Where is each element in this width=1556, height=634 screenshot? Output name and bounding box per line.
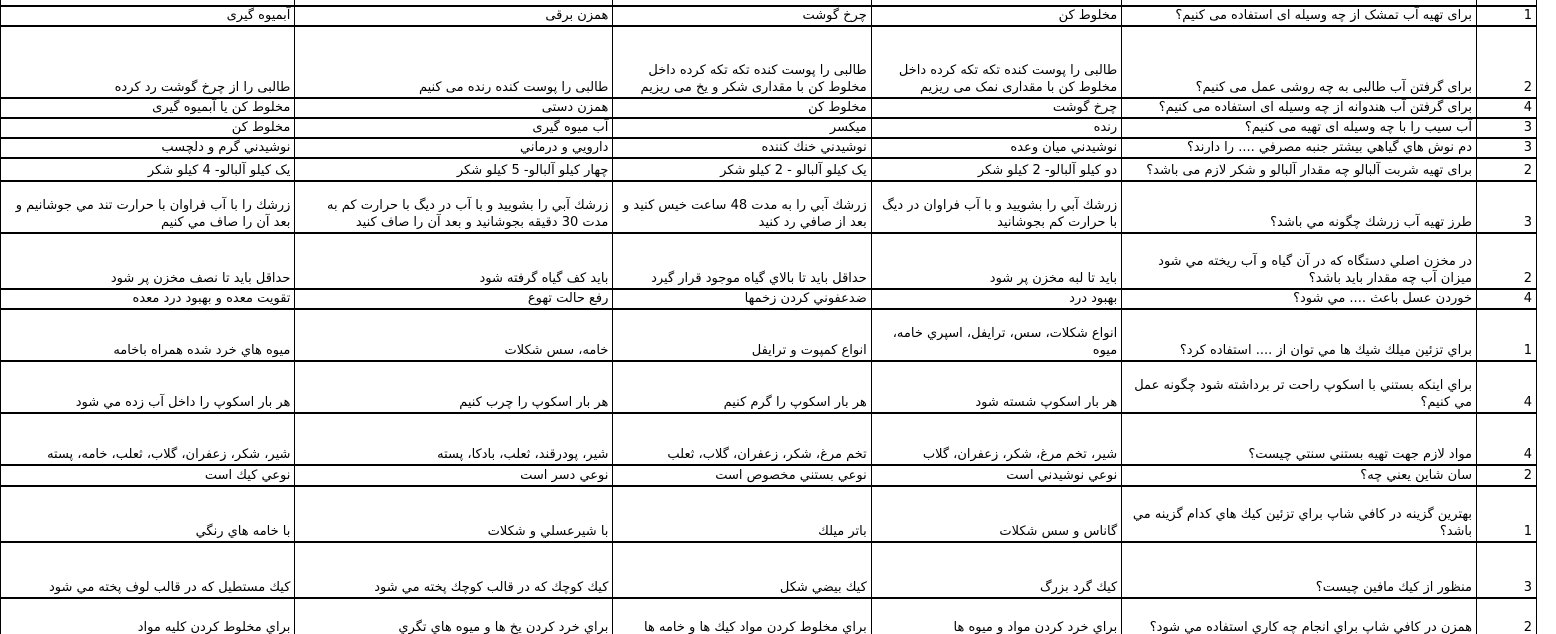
option-3-cell: زرشك آبي را بشویید و با آب در دیگ با حرارت کم به مدت 30 دقیقه بجوشانید و بعد آن را صاف کنید <box>295 181 613 233</box>
quiz-row <box>1 309 1537 361</box>
option-3-cell: نوعي دسر است <box>295 465 613 486</box>
quiz-row <box>1 158 1537 181</box>
question-cell: بهترین گزینه در کافي شاپ براي تزئین کیك هاي کدام گزینه مي باشد؟ <box>1122 486 1477 542</box>
answer-key-cell: 2 <box>1477 233 1537 289</box>
option-2-cell: هر بار اسکوپ را گرم کنیم <box>613 361 871 413</box>
option-3-cell: هر بار اسکوپ را چرب کنیم <box>295 361 613 413</box>
option-2-cell: نوعي بستني مخصوص است <box>613 465 871 486</box>
answer-key-cell: 1 <box>1477 6 1537 26</box>
option-1-cell: هر بار اسکوپ شسته شود <box>871 361 1121 413</box>
option-1-cell: چرخ گوشت <box>871 98 1121 118</box>
option-1-cell: زرشك آبي را بشویید و با آب فراوان در دیگ با حرارت کم بجوشانید <box>871 181 1121 233</box>
option-2-cell: نوشیدني خنك کننده <box>613 138 871 158</box>
answer-key-cell: 4 <box>1477 98 1537 118</box>
option-1-cell: مخلوط کن <box>871 6 1121 26</box>
quiz-row <box>1 233 1537 289</box>
option-4-cell: مخلوط کن <box>1 118 295 138</box>
question-cell: همزن در کافي شاپ براي انجام چه کاري استفاده مي شود؟ <box>1122 598 1477 634</box>
quiz-row <box>1 6 1537 26</box>
question-cell: طرز تهیه آب زرشك چگونه مي باشد؟ <box>1122 181 1477 233</box>
option-3-cell: با شیرعسلي و شکلات <box>295 486 613 542</box>
question-cell: سان شاین یعني چه؟ <box>1122 465 1477 486</box>
option-4-cell: هر بار اسکوپ را داخل آب زده مي شود <box>1 361 295 413</box>
option-1-cell: بهبود درد <box>871 289 1121 309</box>
option-1-cell: نوعي نوشیدني است <box>871 465 1121 486</box>
answer-key-cell: 4 <box>1477 413 1537 465</box>
option-2-cell: انواع کمپوت و ترایفل <box>613 309 871 361</box>
question-cell: برای تهیه شربت آلبالو چه مقدار آلبالو و شکر لازم می باشد؟ <box>1122 158 1477 181</box>
option-1-cell: رنده <box>871 118 1121 138</box>
option-2-cell: براي مخلوط کردن مواد کیك ها و خامه ها <box>613 598 871 634</box>
option-3-cell: طالبی را پوست کنده رنده می کنیم <box>295 26 613 98</box>
option-2-cell: کیك بیضي شکل <box>613 542 871 598</box>
option-2-cell: میکسر <box>613 118 871 138</box>
option-2-cell: یک کیلو آلبالو - 2 کیلو شکر <box>613 158 871 181</box>
option-2-cell: طالبی را پوست کنده تکه تکه کرده داخل مخلوط کن با مقداری شکر و یخ می ریزیم <box>613 26 871 98</box>
quiz-row <box>1 598 1537 634</box>
quiz-row <box>1 181 1537 233</box>
option-4-cell: مخلوط کن یا آبمیوه گیری <box>1 98 295 118</box>
option-4-cell: زرشك را با آب فراوان با حرارت تند مي جوشانیم و بعد آن را صاف مي کنیم <box>1 181 295 233</box>
option-4-cell: آبمیوه گیری <box>1 6 295 26</box>
question-cell: خوردن عسل باعث .... مي شود؟ <box>1122 289 1477 309</box>
option-3-cell: براي خرد کردن یخ ها و میوه هاي تگري <box>295 598 613 634</box>
question-cell: برای گرفتن آب طالبی به چه روشی عمل می کنیم؟ <box>1122 26 1477 98</box>
option-3-cell: همزن برقی <box>295 6 613 26</box>
quiz-row <box>1 118 1537 138</box>
quiz-row <box>1 98 1537 118</box>
quiz-row <box>1 289 1537 309</box>
option-2-cell: حداقل باید تا بالاي گیاه موجود قرار گیرد <box>613 233 871 289</box>
answer-key-cell: 4 <box>1477 361 1537 413</box>
option-3-cell: دارویي و درماني <box>295 138 613 158</box>
answer-key-cell: 2 <box>1477 465 1537 486</box>
option-3-cell: شیر، پودرقند، ثعلب، بادکا، پسته <box>295 413 613 465</box>
answer-key-cell: 3 <box>1477 118 1537 138</box>
option-2-cell: ضدعفوني کردن زخمها <box>613 289 871 309</box>
quiz-row <box>1 542 1537 598</box>
option-4-cell: طالبی را از چرخ گوشت رد کرده <box>1 26 295 98</box>
answer-key-cell: 2 <box>1477 598 1537 634</box>
option-1-cell: براي خرد کردن مواد و میوه ها <box>871 598 1121 634</box>
question-cell: منظور از کیك مافین چیست؟ <box>1122 542 1477 598</box>
option-3-cell: همزن دستی <box>295 98 613 118</box>
option-4-cell: شیر، شکر، زعفران، گلاب، ثعلب، خامه، پسته <box>1 413 295 465</box>
answer-key-cell: 3 <box>1477 542 1537 598</box>
option-3-cell: کیك کوچك که در قالب کوچك پخته مي شود <box>295 542 613 598</box>
option-2-cell: مخلوط کن <box>613 98 871 118</box>
option-4-cell: میوه هاي خرد شده همراه باخامه <box>1 309 295 361</box>
option-1-cell: انواع شکلات، سس، ترایفل، اسپري خامه، میوه <box>871 309 1121 361</box>
answer-key-cell: 3 <box>1477 138 1537 158</box>
quiz-row <box>1 486 1537 542</box>
question-cell: دم نوش هاي گیاهي بیشتر جنبه مصرفي .... را دارند؟ <box>1122 138 1477 158</box>
answer-key-cell: 4 <box>1477 289 1537 309</box>
answer-key-cell: 1 <box>1477 309 1537 361</box>
option-4-cell: حداقل باید تا نصف مخزن پر شود <box>1 233 295 289</box>
option-3-cell: آب میوه گیری <box>295 118 613 138</box>
option-4-cell: نوشیدني گرم و دلچسب <box>1 138 295 158</box>
option-3-cell: رفع حالت تهوع <box>295 289 613 309</box>
option-3-cell: خامه، سس شکلات <box>295 309 613 361</box>
answer-key-cell: 2 <box>1477 26 1537 98</box>
option-2-cell: باتر میلك <box>613 486 871 542</box>
quiz-row <box>1 138 1537 158</box>
option-1-cell: کیك گرد بزرگ <box>871 542 1121 598</box>
question-cell: در مخزن اصلي دستگاه که در آن گیاه و آب ریخته مي شود میزان آب چه مقدار باید باشد؟ <box>1122 233 1477 289</box>
question-cell: آب سیب را با چه وسیله ای تهیه می کنیم؟ <box>1122 118 1477 138</box>
option-4-cell: نوعي کیك است <box>1 465 295 486</box>
question-cell: برای گرفتن آب هندوانه از چه وسیله ای استفاده می کنیم؟ <box>1122 98 1477 118</box>
question-cell: براي تزئین میلك شیك ها مي توان از .... استفاده کرد؟ <box>1122 309 1477 361</box>
option-4-cell: تقویت معده و بهبود درد معده <box>1 289 295 309</box>
option-1-cell: شیر، تخم مرغ، شکر، زعفران، گلاب <box>871 413 1121 465</box>
option-1-cell: دو کیلو آلبالو- 2 کیلو شکر <box>871 158 1121 181</box>
question-cell: براي اینکه بستني با اسکوپ راحت تر برداشته شود چگونه عمل مي کنیم؟ <box>1122 361 1477 413</box>
option-2-cell: زرشك آبي را به مدت 48 ساعت خیس کنید و بعد از صافي رد کنید <box>613 181 871 233</box>
quiz-row <box>1 465 1537 486</box>
quiz-row <box>1 413 1537 465</box>
option-1-cell: طالبی را پوست کنده تکه تکه کرده داخل مخلوط کن با مقداری نمک می ریزیم <box>871 26 1121 98</box>
question-cell: مواد لازم جهت تهیه بستني سنتي چیست؟ <box>1122 413 1477 465</box>
option-3-cell: باید کف گیاه گرفته شود <box>295 233 613 289</box>
quiz-row <box>1 361 1537 413</box>
option-1-cell: باید تا لبه مخزن پر شود <box>871 233 1121 289</box>
answer-key-cell: 2 <box>1477 158 1537 181</box>
option-4-cell: براي مخلوط کردن کلیه مواد <box>1 598 295 634</box>
option-4-cell: کیك مستطیل که در قالب لوف پخته مي شود <box>1 542 295 598</box>
answer-key-cell: 1 <box>1477 486 1537 542</box>
answer-key-cell: 3 <box>1477 181 1537 233</box>
question-cell: برای تهیه آب تمشک از چه وسیله ای استفاده می کنیم؟ <box>1122 6 1477 26</box>
quiz-row <box>1 26 1537 98</box>
option-3-cell: چهار کیلو آلبالو- 5 کیلو شکر <box>295 158 613 181</box>
option-4-cell: با خامه هاي رنگي <box>1 486 295 542</box>
option-1-cell: گاناس و سس شکلات <box>871 486 1121 542</box>
option-2-cell: چرخ گوشت <box>613 6 871 26</box>
option-2-cell: تخم مرغ، شکر، زعفران، گلاب، ثعلب <box>613 413 871 465</box>
option-1-cell: نوشیدني میان وعده <box>871 138 1121 158</box>
option-4-cell: یک کیلو آلبالو- 4 کیلو شکر <box>1 158 295 181</box>
